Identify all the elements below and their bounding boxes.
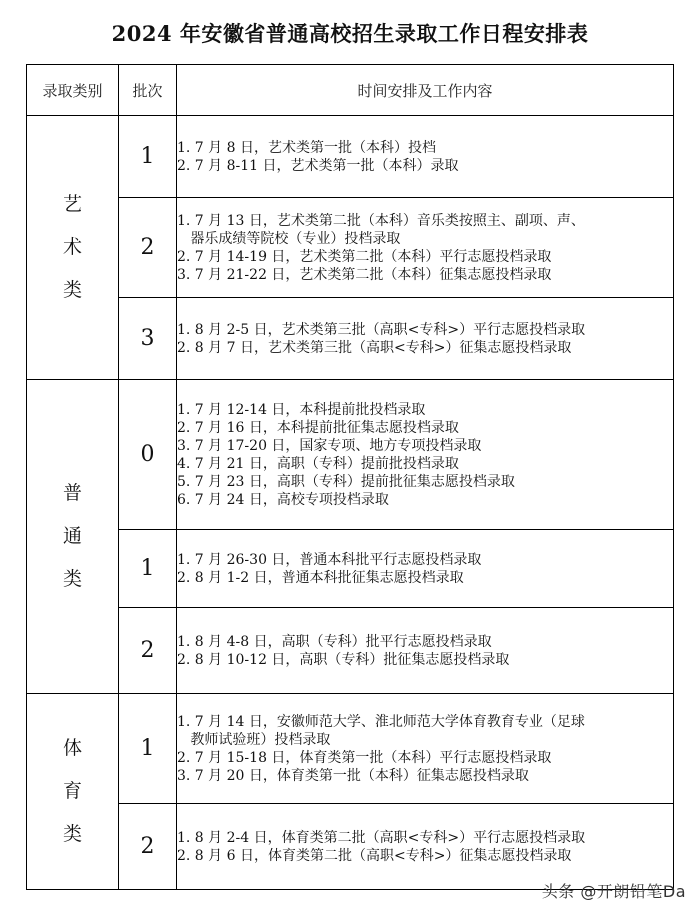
watermark: 头条 @开朗铅笔Da: [541, 882, 686, 901]
table-row: [27, 198, 674, 298]
batch-cell: 1: [119, 694, 177, 804]
schedule-item: 2. 7 月 8-11 日，艺术类第一批（本科）录取: [177, 157, 459, 174]
header-category: 录取类别: [27, 65, 119, 116]
table-row: [27, 380, 674, 530]
schedule-item: 教师试验班）投档录取: [177, 731, 331, 748]
schedule-item: 1. 7 月 8 日，艺术类第一批（本科）投档: [177, 139, 436, 156]
schedule-item: 4. 7 月 21 日，高职（专科）提前批投档录取: [177, 455, 459, 472]
category-char: 类: [62, 823, 82, 845]
content-cell: [177, 530, 674, 608]
category-char: 术: [62, 236, 82, 258]
schedule-item: 1. 7 月 14 日，安徽师范大学、淮北师范大学体育教育专业（足球: [177, 713, 585, 730]
schedule-item: 1. 8 月 2-5 日，艺术类第三批（高职<专科>）平行志愿投档录取: [177, 321, 586, 338]
content-cell: [177, 298, 674, 380]
batch-cell: 1: [119, 530, 177, 608]
category-char: 艺: [62, 193, 82, 215]
schedule-item: 1. 7 月 12-14 日，本科提前批投档录取: [177, 401, 426, 418]
table-row: [27, 804, 674, 890]
schedule-item: 2. 8 月 10-12 日，高职（专科）批征集志愿投档录取: [177, 651, 510, 668]
category-cell: [27, 116, 119, 380]
header-batch: 批次: [119, 65, 177, 116]
category-char: 通: [62, 525, 82, 547]
schedule-item: 2. 8 月 6 日，体育类第二批（高职<专科>）征集志愿投档录取: [177, 847, 572, 864]
batch-cell: 0: [119, 380, 177, 530]
schedule-item: 5. 7 月 23 日，高职（专科）提前批征集志愿投档录取: [177, 473, 515, 490]
schedule-item: 1. 8 月 2-4 日，体育类第二批（高职<专科>）平行志愿投档录取: [177, 829, 586, 846]
category-cell: [27, 380, 119, 694]
schedule-item: 3. 7 月 17-20 日，国家专项、地方专项投档录取: [177, 437, 482, 454]
schedule-table: [26, 64, 674, 890]
content-cell: [177, 116, 674, 198]
category-cell: [27, 694, 119, 890]
table-row: [27, 608, 674, 694]
schedule-item: 1. 7 月 13 日，艺术类第二批（本科）音乐类按照主、副项、声、: [177, 212, 585, 229]
header-content: 时间安排及工作内容: [177, 65, 674, 116]
category-char: 类: [62, 279, 82, 301]
schedule-item: 2. 7 月 14-19 日，艺术类第二批（本科）平行志愿投档录取: [177, 248, 552, 265]
table-row: [27, 694, 674, 804]
header-row: [27, 65, 674, 116]
table-row: [27, 116, 674, 198]
category-char: 类: [62, 568, 82, 590]
schedule-item: 2. 8 月 7 日，艺术类第三批（高职<专科>）征集志愿投档录取: [177, 339, 572, 356]
content-cell: [177, 380, 674, 530]
schedule-item: 2. 7 月 16 日，本科提前批征集志愿投档录取: [177, 419, 459, 436]
batch-cell: 3: [119, 298, 177, 380]
content-cell: [177, 608, 674, 694]
category-char: 育: [62, 780, 82, 802]
schedule-item: 3. 7 月 20 日，体育类第一批（本科）征集志愿投档录取: [177, 767, 529, 784]
category-char: 体: [62, 737, 82, 759]
schedule-item: 器乐成绩等院校（专业）投档录取: [177, 230, 401, 247]
batch-cell: 2: [119, 198, 177, 298]
content-cell: [177, 198, 674, 298]
schedule-item: 3. 7 月 21-22 日，艺术类第二批（本科）征集志愿投档录取: [177, 266, 552, 283]
schedule-item: 6. 7 月 24 日，高校专项投档录取: [177, 491, 389, 508]
schedule-item: 1. 7 月 26-30 日，普通本科批平行志愿投档录取: [177, 551, 482, 568]
batch-cell: 2: [119, 804, 177, 890]
page-title: 2024 年安徽省普通高校招生录取工作日程安排表: [111, 21, 589, 46]
batch-cell: 1: [119, 116, 177, 198]
content-cell: [177, 804, 674, 890]
content-cell: [177, 694, 674, 804]
table-row: [27, 298, 674, 380]
schedule-item: 2. 7 月 15-18 日，体育类第一批（本科）平行志愿投档录取: [177, 749, 552, 766]
schedule-item: 2. 8 月 1-2 日，普通本科批征集志愿投档录取: [177, 569, 464, 586]
category-char: 普: [62, 482, 82, 504]
batch-cell: 2: [119, 608, 177, 694]
schedule-item: 1. 8 月 4-8 日，高职（专科）批平行志愿投档录取: [177, 633, 492, 650]
table-row: [27, 530, 674, 608]
